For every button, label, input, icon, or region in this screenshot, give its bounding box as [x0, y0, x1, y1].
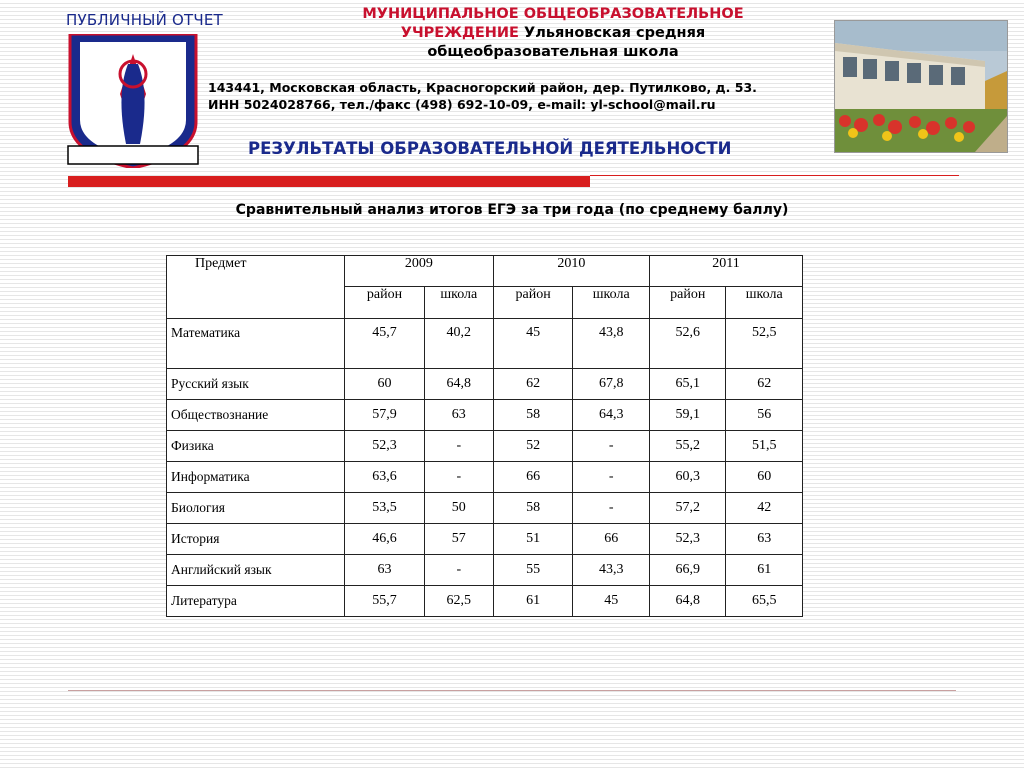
table-title: Сравнительный анализ итогов ЕГЭ за три года (по среднему баллу) [235, 202, 789, 218]
value-cell: - [424, 431, 493, 462]
value-cell: 66,9 [649, 555, 725, 586]
level-header: район [493, 287, 573, 319]
value-cell: - [573, 493, 649, 524]
table-row [167, 493, 803, 524]
value-cell: 62 [726, 369, 803, 400]
value-cell: 55,2 [649, 431, 725, 462]
school-logo [66, 34, 200, 168]
value-cell: 62 [493, 369, 573, 400]
value-cell: 52,3 [649, 524, 725, 555]
table-row [167, 369, 803, 400]
title-accent-line [590, 175, 959, 176]
table-row [167, 462, 803, 493]
value-cell: 64,8 [649, 586, 725, 617]
table-row [167, 555, 803, 586]
value-cell: 63 [345, 555, 425, 586]
value-cell: 66 [573, 524, 649, 555]
subject-header: Предмет [167, 256, 345, 319]
subject-cell: Литература [167, 586, 345, 617]
value-cell: 63 [424, 400, 493, 431]
org-name-line3: общеобразовательная школа [427, 44, 679, 60]
value-cell: 52,3 [345, 431, 425, 462]
subject-cell: Английский язык [167, 555, 345, 586]
value-cell: 45 [573, 586, 649, 617]
value-cell: 63,6 [345, 462, 425, 493]
value-cell: 57,2 [649, 493, 725, 524]
value-cell: 62,5 [424, 586, 493, 617]
value-cell: 56 [726, 400, 803, 431]
level-header: район [649, 287, 725, 319]
subject-cell: Физика [167, 431, 345, 462]
level-header: школа [573, 287, 649, 319]
level-header: школа [424, 287, 493, 319]
value-cell: 60,3 [649, 462, 725, 493]
org-name-line2 [300, 24, 806, 43]
section-title: РЕЗУЛЬТАТЫ ОБРАЗОВАТЕЛЬНОЙ ДЕЯТЕЛЬНОСТИ [248, 139, 732, 158]
table-row [167, 586, 803, 617]
contacts: ИНН 5024028766, тел./факс (498) 692-10-09, e-mail: yl-school@mail.ru [208, 97, 716, 112]
org-name-line1: МУНИЦИПАЛЬНОЕ ОБЩЕОБРАЗОВАТЕЛЬНОЕ [362, 6, 744, 22]
value-cell: 57 [424, 524, 493, 555]
value-cell: 61 [493, 586, 573, 617]
value-cell: 50 [424, 493, 493, 524]
value-cell: 64,3 [573, 400, 649, 431]
title-accent-bar [68, 176, 590, 187]
school-building-photo [834, 20, 1008, 153]
value-cell: - [424, 555, 493, 586]
value-cell: 60 [726, 462, 803, 493]
table-row [167, 319, 803, 369]
year-header: 2010 [493, 256, 649, 287]
level-header: район [345, 287, 425, 319]
value-cell: 65,1 [649, 369, 725, 400]
address: 143441, Московская область, Красногорский район, дер. Путилково, д. 53. [208, 80, 757, 95]
value-cell: 52,6 [649, 319, 725, 369]
value-cell: 58 [493, 400, 573, 431]
contact-block [208, 79, 757, 113]
value-cell: - [424, 462, 493, 493]
subject-cell: Обществознание [167, 400, 345, 431]
value-cell: 46,6 [345, 524, 425, 555]
value-cell: 57,9 [345, 400, 425, 431]
value-cell: - [573, 462, 649, 493]
value-cell: 55,7 [345, 586, 425, 617]
value-cell: 43,3 [573, 555, 649, 586]
ege-results-table [166, 255, 803, 617]
table-row [167, 400, 803, 431]
table-header-years [167, 256, 803, 287]
value-cell: 65,5 [726, 586, 803, 617]
value-cell: 52,5 [726, 319, 803, 369]
value-cell: 55 [493, 555, 573, 586]
value-cell: 63 [726, 524, 803, 555]
value-cell: 43,8 [573, 319, 649, 369]
footer-divider [68, 690, 956, 691]
value-cell: 45,7 [345, 319, 425, 369]
value-cell: 61 [726, 555, 803, 586]
value-cell: 67,8 [573, 369, 649, 400]
value-cell: 66 [493, 462, 573, 493]
level-header: школа [726, 287, 803, 319]
year-header: 2009 [345, 256, 494, 287]
value-cell: 64,8 [424, 369, 493, 400]
value-cell: 51 [493, 524, 573, 555]
report-tag: ПУБЛИЧНЫЙ ОТЧЕТ [66, 11, 223, 29]
value-cell: 45 [493, 319, 573, 369]
value-cell: 40,2 [424, 319, 493, 369]
org-name-part: Ульяновская средняя [518, 25, 706, 41]
subject-cell: Математика [167, 319, 345, 369]
table-row [167, 524, 803, 555]
subject-cell: Биология [167, 493, 345, 524]
value-cell: - [573, 431, 649, 462]
subject-cell: Информатика [167, 462, 345, 493]
subject-cell: Русский язык [167, 369, 345, 400]
org-name [300, 5, 806, 62]
org-type: УЧРЕЖДЕНИЕ [400, 25, 519, 41]
value-cell: 42 [726, 493, 803, 524]
table-row [167, 431, 803, 462]
value-cell: 60 [345, 369, 425, 400]
value-cell: 53,5 [345, 493, 425, 524]
value-cell: 58 [493, 493, 573, 524]
subject-cell: История [167, 524, 345, 555]
value-cell: 52 [493, 431, 573, 462]
year-header: 2011 [649, 256, 802, 287]
value-cell: 59,1 [649, 400, 725, 431]
value-cell: 51,5 [726, 431, 803, 462]
